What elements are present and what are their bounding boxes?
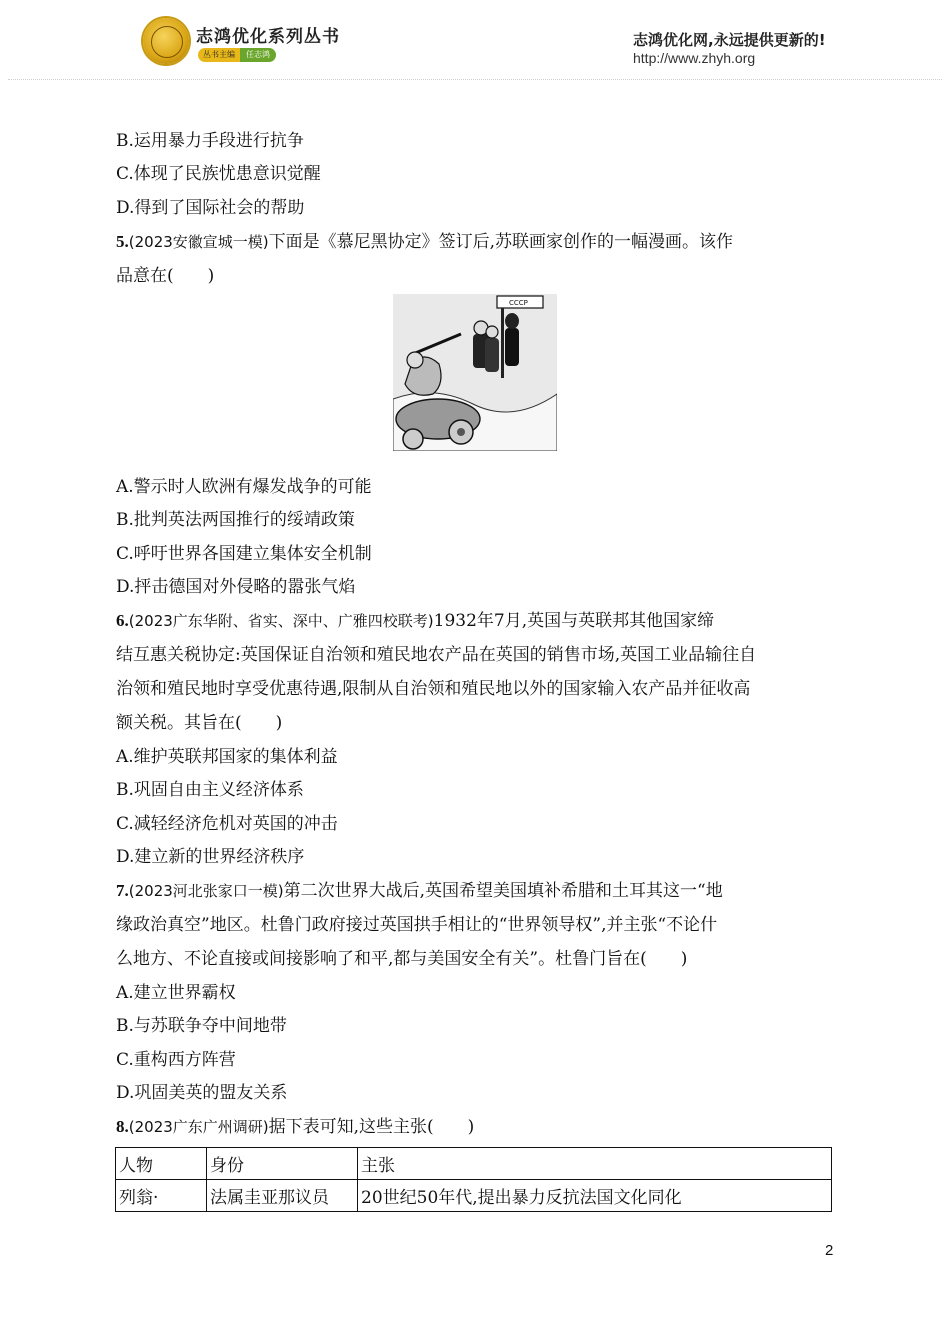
q6-stem-line4: 额关税。其旨在( ) xyxy=(116,713,283,733)
q5-option-a: A.警示时人欧洲有爆发战争的可能 xyxy=(116,477,372,497)
table-cell: 20世纪50年代,提出暴力反抗法国文化同化 xyxy=(358,1180,832,1212)
q6-option-a: A.维护英联邦国家的集体利益 xyxy=(116,747,338,767)
table-cell: 列翁· xyxy=(116,1180,207,1212)
brand-title: 志鸿优化系列丛书 xyxy=(196,27,340,47)
q7-option-c: C.重构西方阵营 xyxy=(116,1050,236,1070)
q5-stem-line2: 品意在( ) xyxy=(116,266,215,286)
q5-option-b: B.批判英法两国推行的绥靖政策 xyxy=(116,510,355,530)
header-slogan: 志鸿优化网,永远提供更新的! xyxy=(633,31,826,49)
q4-option-b: B.运用暴力手段进行抗争 xyxy=(116,131,304,151)
table-cell: 法属圭亚那议员 xyxy=(207,1180,358,1212)
q5-source: (2023安徽宣城一模) xyxy=(128,233,269,251)
q6-option-b: B.巩固自由主义经济体系 xyxy=(116,780,304,800)
q8-table xyxy=(115,1147,832,1212)
q7-option-d: D.巩固美英的盟友关系 xyxy=(116,1083,288,1103)
q7-source: (2023河北张家口一模) xyxy=(128,882,284,900)
q7-stem-line3: 么地方、不论直接或间接影响了和平,都与美国安全有关”。杜鲁门旨在( ) xyxy=(116,949,688,969)
q6-number: 6. xyxy=(116,611,129,630)
q5-option-c: C.呼吁世界各国建立集体安全机制 xyxy=(116,544,372,564)
table-header-cell: 身份 xyxy=(207,1148,358,1180)
q5-stem-line1 xyxy=(116,231,733,253)
table-header-row xyxy=(116,1148,832,1180)
q8-stem-text: 据下表可知,这些主张( ) xyxy=(268,1117,475,1137)
page-header xyxy=(0,0,950,80)
q5-stem-text: 下面是《慕尼黑协定》签订后,苏联画家创作的一幅漫画。该作 xyxy=(268,232,734,252)
q7-number: 7. xyxy=(116,881,129,900)
q6-source: (2023广东华附、省实、深中、广雅四校联考) xyxy=(128,612,434,630)
table-row xyxy=(116,1180,832,1212)
q8-number: 8. xyxy=(116,1117,129,1136)
q6-option-d: D.建立新的世界经济秩序 xyxy=(116,847,305,867)
q5-option-d: D.抨击德国对外侵略的嚣张气焰 xyxy=(116,577,356,597)
q4-option-c: C.体现了民族忧患意识觉醒 xyxy=(116,164,321,184)
q6-stem-line3: 治领和殖民地时享受优惠待遇,限制从自治领和殖民地以外的国家输入农产品并征收高 xyxy=(116,679,751,699)
header-url[interactable]: http://www.zhyh.org xyxy=(633,50,756,66)
q7-option-a: A.建立世界霸权 xyxy=(116,983,236,1003)
q6-stem-line2: 结互惠关税协定:英国保证自治领和殖民地农产品在英国的销售市场,英国工业品输往自 xyxy=(116,645,757,665)
munich-cartoon-image xyxy=(393,294,557,451)
q4-option-d: D.得到了国际社会的帮助 xyxy=(116,198,305,218)
q6-option-c: C.减轻经济危机对英国的冲击 xyxy=(116,814,338,834)
table-header-cell: 人物 xyxy=(116,1148,207,1180)
page-number: 2 xyxy=(825,1242,834,1259)
q7-stem-line1 xyxy=(116,880,723,902)
q8-source: (2023广东广州调研) xyxy=(128,1118,269,1136)
q7-stem-line2: 缘政治真空”地区。杜鲁门政府接过英国拱手相让的“世界领导权”,并主张“不论什 xyxy=(116,915,718,935)
q8-stem xyxy=(116,1116,474,1138)
q6-stem-line1 xyxy=(116,610,714,632)
q5-number: 5. xyxy=(116,232,129,251)
cartoon-sign-text: CCCP xyxy=(509,299,528,307)
series-editor-name: 任志鸿 xyxy=(240,48,276,62)
q7-stem-text: 第二次世界大战后,英国希望美国填补希腊和土耳其这一“地 xyxy=(283,881,723,901)
series-editor-label: 丛书主编 xyxy=(198,48,240,62)
header-divider xyxy=(8,79,942,80)
q6-stem-text: 1932年7月,英国与英联邦其他国家缔 xyxy=(433,611,715,631)
series-editor-badge xyxy=(198,48,276,62)
table-header-cell: 主张 xyxy=(358,1148,832,1180)
publisher-seal-logo xyxy=(143,18,189,64)
q7-option-b: B.与苏联争夺中间地带 xyxy=(116,1016,287,1036)
